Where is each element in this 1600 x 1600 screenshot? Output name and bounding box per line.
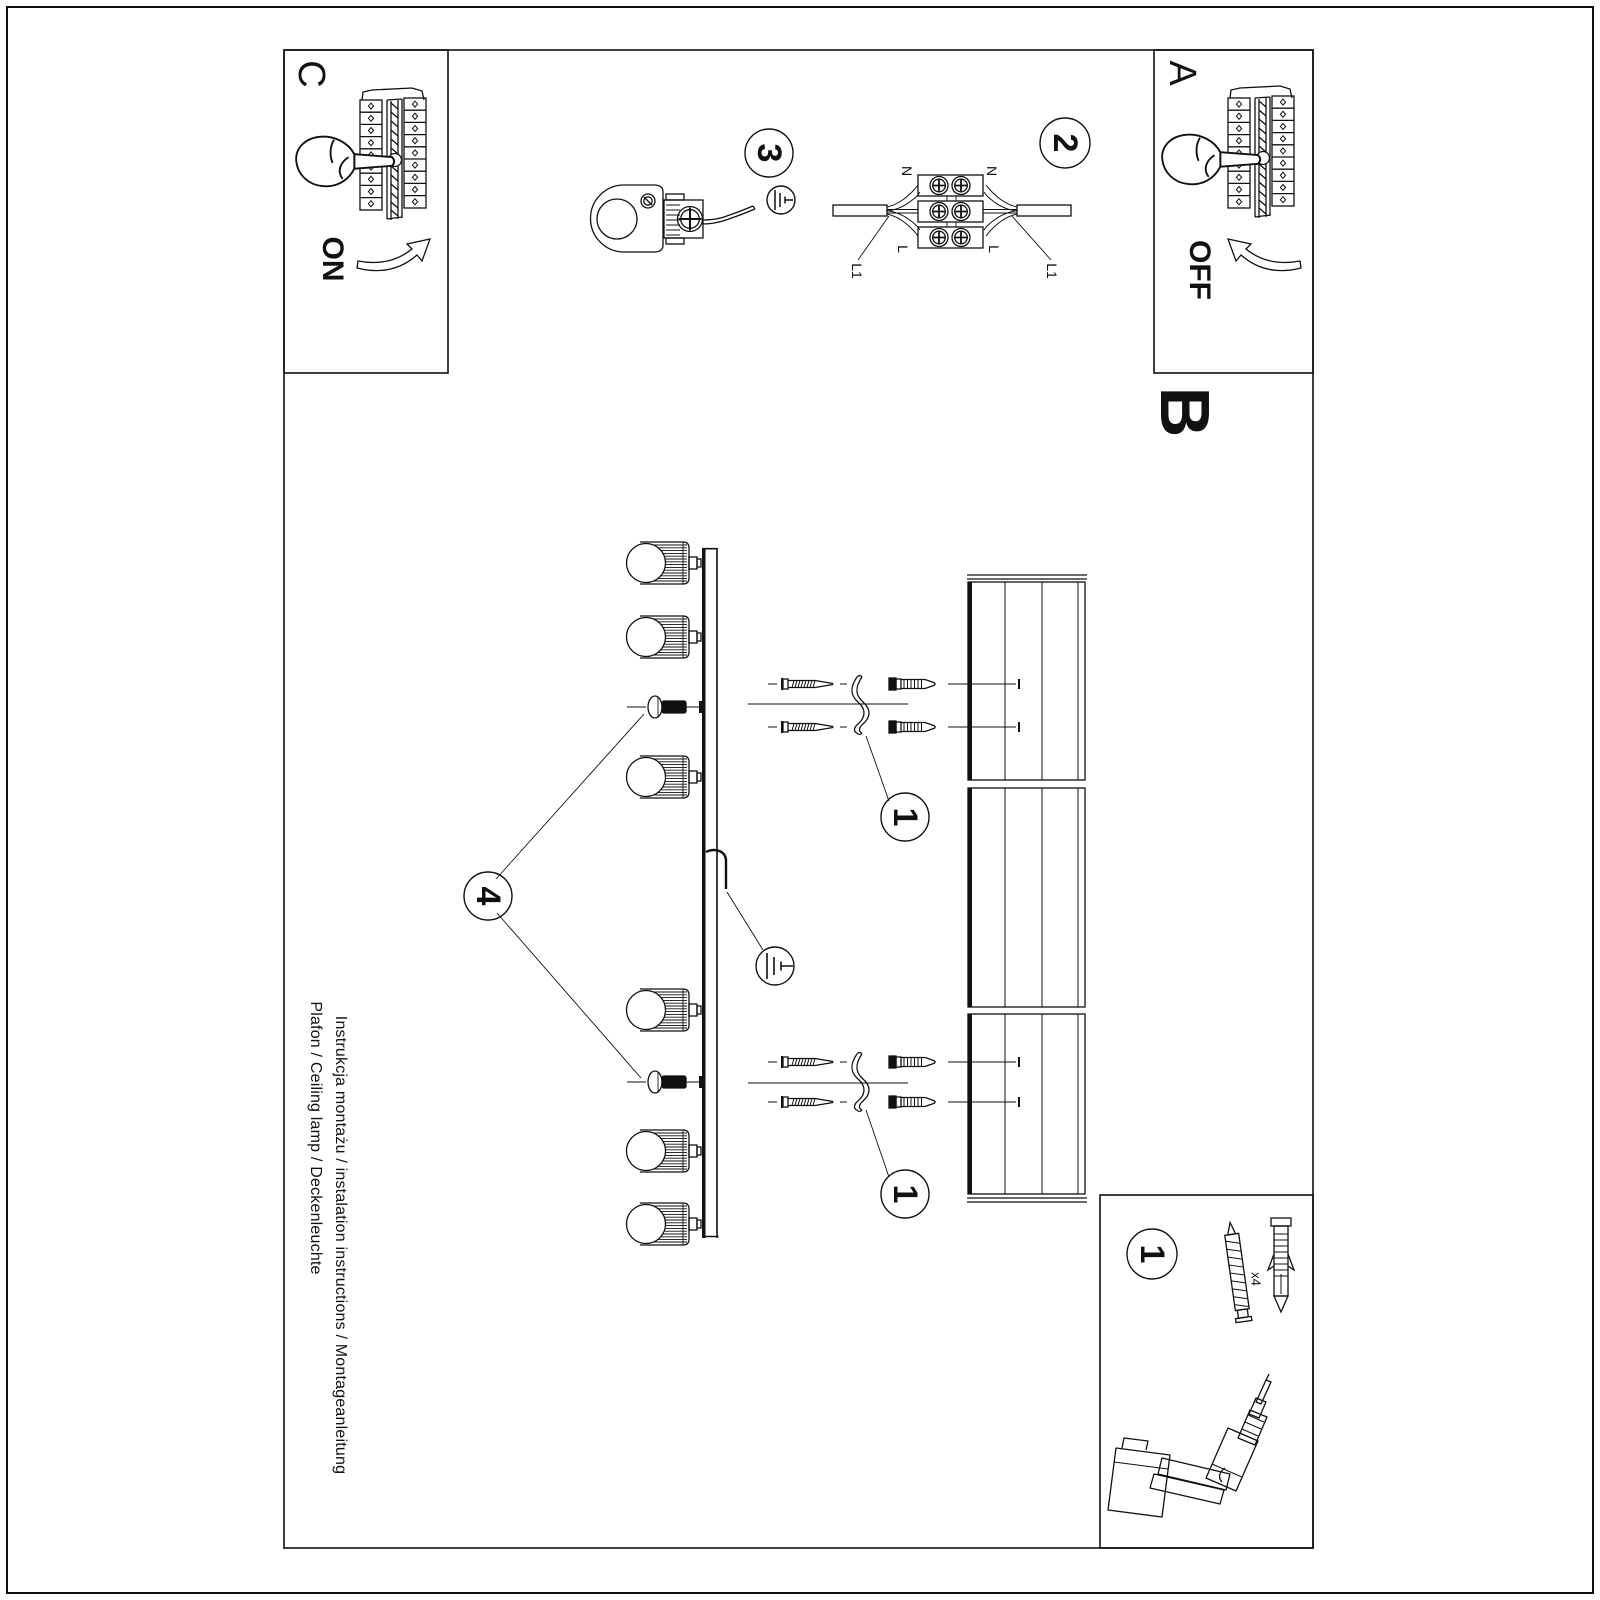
mounting-bracket-icon: [852, 1053, 869, 1112]
drill-icon: [1108, 1374, 1271, 1517]
step-2-number: 2: [1046, 133, 1084, 153]
earth-hook: [706, 850, 726, 889]
arrow-on-icon: [357, 239, 430, 271]
fixing-group-lower: [748, 1053, 1019, 1219]
step-1-number: 1: [886, 1184, 924, 1204]
arrow-off-icon: [1228, 239, 1301, 271]
hand-icon: [296, 137, 394, 187]
mounting-bracket-icon: [852, 676, 869, 735]
wall-plug-icon: [1268, 1218, 1294, 1312]
terminal-block: [918, 175, 983, 196]
screw-icon: [782, 721, 833, 733]
ground-icon: [767, 186, 795, 214]
panel-a-label: A: [1161, 60, 1203, 86]
earth-wire: [703, 206, 755, 224]
ceiling-planks: [967, 575, 1087, 1202]
layout-frames: [284, 50, 1313, 1548]
step-4-number: 4: [469, 886, 507, 906]
step-1-number: 1: [1133, 1244, 1171, 1264]
screw-icon: [782, 678, 833, 690]
fusebox-icon: [360, 88, 426, 220]
wire-label-n-right: N: [984, 165, 1000, 177]
lamp-figure: [464, 542, 1087, 1245]
wire-label-l-left: L: [895, 245, 911, 253]
fusebox-icon: [1228, 86, 1294, 218]
footer-title-line1: Instrukcja montażu / instalation instructions / Montageanleitung: [332, 1015, 349, 1475]
step4-leader-lines: [496, 714, 644, 1078]
wire-label-n-left: N: [899, 165, 915, 177]
wall-plug-icon: [889, 678, 935, 690]
adjust-knob-icon: [648, 1071, 686, 1093]
spotlight-icon: [627, 1130, 702, 1172]
cable-right: [1017, 205, 1071, 216]
wall-plug-icon: [889, 1056, 935, 1068]
hardware-quantity: x4: [1248, 1272, 1264, 1286]
screw-icon: [1222, 1221, 1252, 1322]
spotlight-icon: [627, 989, 702, 1031]
accessories-frame: [1100, 1195, 1313, 1548]
hand-icon: [1162, 135, 1260, 185]
spotlight-icon: [627, 542, 702, 584]
page-border: [7, 7, 1593, 1593]
cable-left: [833, 205, 887, 216]
wall-plug-icon: [889, 1096, 935, 1108]
spotlight-icon: [627, 756, 702, 798]
step-1-number: 1: [886, 807, 924, 827]
wire-label-l-right: L: [986, 245, 1002, 253]
adjust-knob-icon: [648, 696, 686, 718]
wire-label-l1-left: L1: [849, 263, 865, 279]
lamp-bar: [702, 548, 706, 1238]
on-label: ON: [316, 236, 349, 282]
spotlight-icon: [627, 1203, 702, 1245]
fixing-group-upper: [748, 676, 1019, 842]
screw-icon: [782, 1096, 833, 1108]
footer-title-line2: Plafon / Ceiling lamp / Deckenleuchte: [307, 1001, 324, 1275]
wall-plug-icon: [889, 721, 935, 733]
screw-icon: [782, 1056, 833, 1068]
step-3-number: 3: [750, 143, 788, 163]
spotlight-icon: [627, 616, 702, 658]
wire-label-l1-right: L1: [1044, 263, 1060, 279]
ground-icon: [756, 947, 794, 985]
panel-c-label: C: [290, 60, 332, 88]
panel-b-label: B: [1146, 386, 1224, 438]
off-label: OFF: [1183, 240, 1216, 300]
